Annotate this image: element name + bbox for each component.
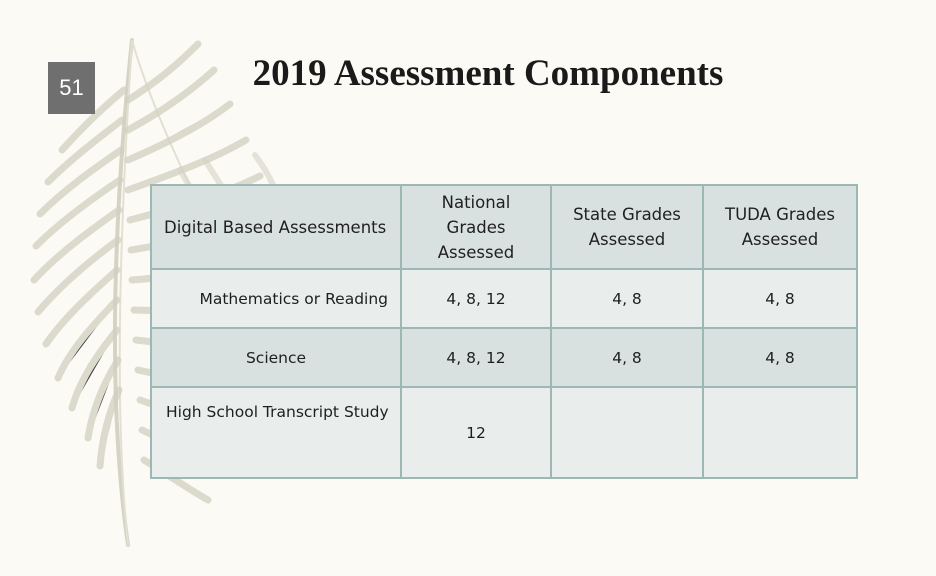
tuda-grades-cell: 4, 8 [703, 328, 857, 387]
tuda-grades-cell: 4, 8 [703, 269, 857, 328]
national-grades-cell: 12 [401, 387, 551, 478]
header-state-grades: State Grades Assessed [551, 185, 703, 269]
state-grades-cell: 4, 8 [551, 269, 703, 328]
national-grades-cell: 4, 8, 12 [401, 328, 551, 387]
slide-title: 2019 Assessment Components [252, 53, 724, 94]
tuda-grades-cell [703, 387, 857, 478]
header-national-grades: National Grades Assessed [401, 185, 551, 269]
header-tuda-grades: TUDA Grades Assessed [703, 185, 857, 269]
row-label: High School Transcript Study [151, 387, 401, 478]
table-row [151, 328, 857, 387]
table-row [151, 387, 857, 478]
table-header-row [151, 185, 857, 269]
row-label: Science [151, 328, 401, 387]
assessment-table [150, 184, 858, 479]
table-row [151, 269, 857, 328]
national-grades-cell: 4, 8, 12 [401, 269, 551, 328]
header-digital-based-assessments: Digital Based Assessments [151, 185, 401, 269]
state-grades-cell: 4, 8 [551, 328, 703, 387]
row-label: Mathematics or Reading [151, 269, 401, 328]
state-grades-cell [551, 387, 703, 478]
slide-number: 51 [48, 62, 95, 114]
